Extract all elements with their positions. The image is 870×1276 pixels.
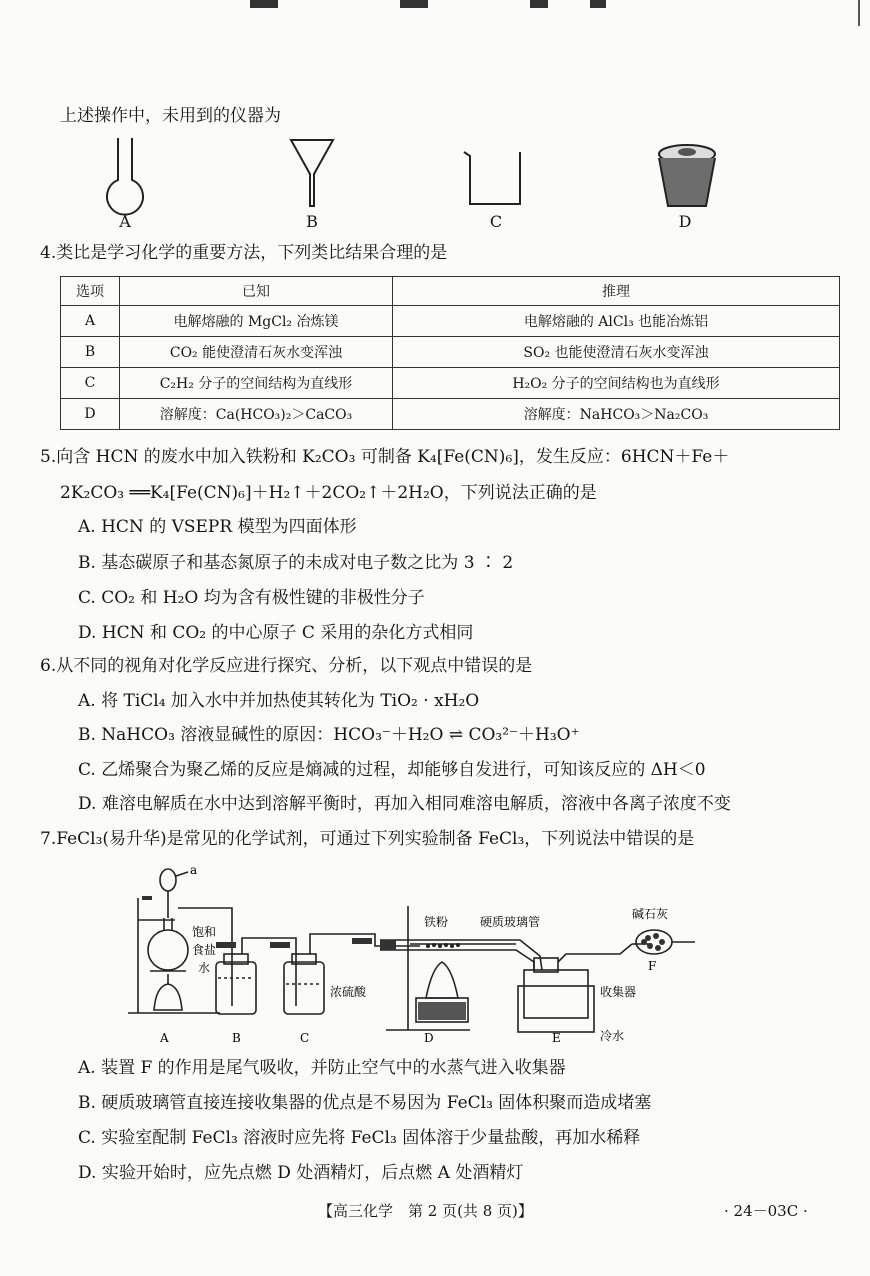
table-cell: C₂H₂ 分子的空间结构为直线形	[120, 368, 393, 399]
table-cell: SO₂ 也能使澄清石灰水变浑浊	[393, 337, 840, 368]
label-cold-water: 冷水	[600, 1029, 625, 1043]
label-unit-b: B	[232, 1031, 241, 1045]
q7-option-a: A. 装置 F 的作用是尾气吸收，并防止空气中的水蒸气进入收集器	[78, 1058, 566, 1078]
instrument-label-a: A	[119, 212, 131, 231]
q5-option-c: C. CO₂ 和 H₂O 均为含有极性键的非极性分子	[78, 588, 425, 608]
q7-option-b: B. 硬质玻璃管直接连接收集器的优点是不易因为 FeCl₃ 固体积聚而造成堵塞	[78, 1093, 652, 1113]
q7-option-d: D. 实验开始时，应先点燃 D 处酒精灯，后点燃 A 处酒精灯	[78, 1163, 524, 1183]
instrument-label-d: D	[678, 212, 692, 231]
table-cell: 电解熔融的 MgCl₂ 冶炼镁	[120, 306, 393, 337]
q6-option-a: A. 将 TiCl₄ 加入水中并加热使其转化为 TiO₂ · xH₂O	[78, 691, 480, 711]
funnel-icon	[287, 136, 337, 208]
q5-option-d: D. HCN 和 CO₂ 的中心原子 C 采用的杂化方式相同	[78, 623, 474, 643]
label-brine-1: 饱和	[192, 925, 217, 939]
label-soda-lime: 碱石灰	[632, 907, 669, 921]
table-row	[61, 337, 840, 368]
instrument-label-c: C	[489, 212, 503, 231]
label-unit-f: F	[648, 959, 657, 973]
beaker-icon	[460, 148, 530, 210]
table-cell: 溶解度：Ca(HCO₃)₂＞CaCO₃	[120, 399, 393, 430]
apparatus-diagram	[120, 858, 700, 1048]
table-cell: A	[61, 306, 120, 337]
instrument-label-b: B	[306, 212, 318, 231]
q7-stem: 7.FeCl₃(易升华)是常见的化学试剂，可通过下列实验制备 FeCl₃，下列说法中错误的是	[40, 829, 695, 849]
q6-stem: 6.从不同的视角对化学反应进行探究、分析，以下观点中错误的是	[40, 656, 533, 676]
label-brine-3: 水	[198, 961, 211, 975]
table-header: 选项	[61, 277, 120, 306]
intro-text: 上述操作中，未用到的仪器为	[60, 106, 281, 126]
table-row	[61, 399, 840, 430]
table-header: 已知	[120, 277, 393, 306]
label-a-inlet: a	[190, 863, 198, 877]
label-unit-a: A	[160, 1031, 169, 1045]
q6-option-c: C. 乙烯聚合为聚乙烯的反应是熵减的过程，却能够自发进行，可知该反应的 ΔH＜0	[78, 760, 706, 780]
label-conc-acid: 浓硫酸	[330, 985, 367, 999]
label-collector: 收集器	[600, 985, 637, 999]
page-edge-mark	[858, 0, 860, 26]
q5-stem-line2: 2K₂CO₃ ══K₄[Fe(CN)₆]＋H₂↑＋2CO₂↑＋2H₂O，下列说法正确的是	[60, 483, 597, 503]
table-cell: CO₂ 能使澄清石灰水变浑浊	[120, 337, 393, 368]
table-cell: D	[61, 399, 120, 430]
table-cell: 溶解度：NaHCO₃＞Na₂CO₃	[393, 399, 840, 430]
table-header: 推理	[393, 277, 840, 306]
label-unit-c: C	[300, 1031, 310, 1045]
top-scan-marks	[230, 0, 650, 12]
label-unit-e: E	[552, 1031, 561, 1045]
page-footer-code: · 24－03C ·	[724, 1202, 808, 1220]
q6-option-b: B. NaHCO₃ 溶液显碱性的原因：HCO₃⁻＋H₂O ⇌ CO₃²⁻＋H₃O⁺	[78, 725, 580, 745]
q5-stem-line1: 5.向含 HCN 的废水中加入铁粉和 K₂CO₃ 可制备 K₄[Fe(CN)₆]，发生反应：6HCN＋Fe＋	[40, 447, 730, 467]
q4-table	[60, 276, 840, 430]
table-cell: B	[61, 337, 120, 368]
page-footer-center: 【高三化学 第 2 页(共 8 页)】	[318, 1202, 533, 1220]
q4-stem: 4.类比是学习化学的重要方法，下列类比结果合理的是	[40, 243, 448, 263]
table-cell: C	[61, 368, 120, 399]
label-brine-2: 食盐	[192, 943, 217, 957]
q7-option-c: C. 实验室配制 FeCl₃ 溶液时应先将 FeCl₃ 固体溶于少量盐酸，再加水稀释	[78, 1128, 641, 1148]
crucible-icon	[652, 140, 722, 212]
q5-option-b: B. 基态碳原子和基态氮原子的未成对电子数之比为 3 ∶ 2	[78, 553, 514, 573]
table-cell: H₂O₂ 分子的空间结构也为直线形	[393, 368, 840, 399]
table-row	[61, 306, 840, 337]
table-header-row	[61, 277, 840, 306]
table-row	[61, 368, 840, 399]
round-bottom-flask-icon	[100, 136, 150, 216]
label-glass-tube: 硬质玻璃管	[480, 915, 541, 929]
label-iron-powder: 铁粉	[424, 915, 449, 929]
label-unit-d: D	[424, 1031, 434, 1045]
q5-option-a: A. HCN 的 VSEPR 模型为四面体形	[78, 517, 357, 537]
q6-option-d: D. 难溶电解质在水中达到溶解平衡时，再加入相同难溶电解质，溶液中各离子浓度不变	[78, 794, 731, 814]
table-cell: 电解熔融的 AlCl₃ 也能冶炼铝	[393, 306, 840, 337]
